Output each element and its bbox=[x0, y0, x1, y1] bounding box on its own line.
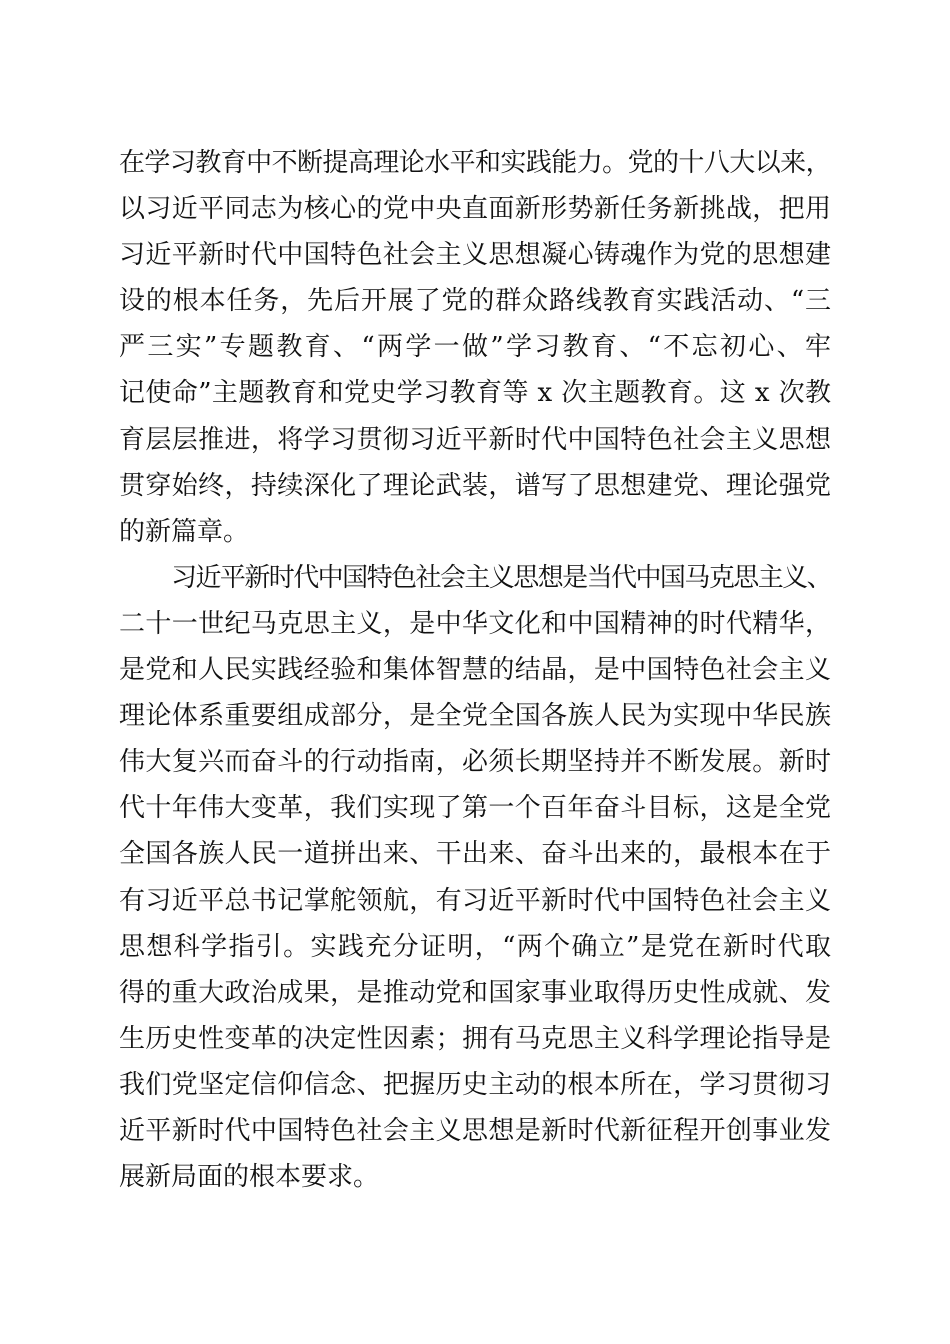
paragraph-line: 的新篇章。 bbox=[119, 516, 250, 547]
paragraph-line: 有习近平总书记掌舵领航，有习近平新时代中国特色社会主义 bbox=[119, 885, 832, 916]
paragraph-line: 以习近平同志为核心的党中央直面新形势新任务新挑战，把用 bbox=[119, 194, 832, 225]
paragraph-line: 得的重大政治成果，是推动党和国家事业取得历史性成就、发 bbox=[119, 977, 832, 1008]
paragraph-1 bbox=[119, 140, 834, 555]
paragraph-line: 二十一世纪马克思主义，是中华文化和中国精神的时代精华， bbox=[119, 608, 832, 639]
paragraph-line: 习近平新时代中国特色社会主义思想是当代中国马克思主义、 bbox=[171, 562, 831, 593]
paragraph-line: 生历史性变革的决定性因素；拥有马克思主义科学理论指导是 bbox=[119, 1023, 832, 1054]
paragraph-line: 严三实”专题教育、“两学一做”学习教育、“不忘初心、牢 bbox=[119, 332, 834, 363]
paragraph-2 bbox=[119, 555, 831, 1200]
paragraph-line: 伟大复兴而奋斗的行动指南，必须长期坚持并不断发展。新时 bbox=[119, 747, 832, 778]
paragraph-line: 理论体系重要组成部分，是全党全国各族人民为实现中华民族 bbox=[119, 701, 832, 732]
paragraph-line: 近平新时代中国特色社会主义思想是新时代新征程开创事业发 bbox=[119, 1115, 832, 1146]
paragraph-line: 习近平新时代中国特色社会主义思想凝心铸魂作为党的思想建 bbox=[119, 240, 832, 271]
document-body bbox=[119, 140, 834, 1200]
paragraph-line: 全国各族人民一道拼出来、干出来、奋斗出来的，最根本在于 bbox=[119, 839, 832, 870]
paragraph-line: 在学习教育中不断提高理论水平和实践能力。党的十八大以来， bbox=[119, 148, 831, 178]
paragraph-line: 育层层推进，将学习贯彻习近平新时代中国特色社会主义思想 bbox=[119, 424, 832, 455]
paragraph-line: 记使命”主题教育和党史学习教育等 x 次主题教育。这 x 次教 bbox=[119, 378, 832, 409]
paragraph-line: 代十年伟大变革，我们实现了第一个百年奋斗目标，这是全党 bbox=[119, 793, 832, 824]
paragraph-line: 设的根本任务，先后开展了党的群众路线教育实践活动、“三 bbox=[119, 286, 832, 317]
paragraph-line: 贯穿始终，持续深化了理论武装，谱写了思想建党、理论强党 bbox=[119, 470, 832, 501]
paragraph-line: 我们党坚定信仰信念、把握历史主动的根本所在，学习贯彻习 bbox=[119, 1069, 832, 1100]
paragraph-line: 是党和人民实践经验和集体智慧的结晶，是中国特色社会主义 bbox=[119, 655, 832, 686]
paragraph-line: 展新局面的根本要求。 bbox=[119, 1162, 380, 1193]
paragraph-line: 思想科学指引。实践充分证明，“两个确立”是党在新时代取 bbox=[119, 931, 833, 962]
